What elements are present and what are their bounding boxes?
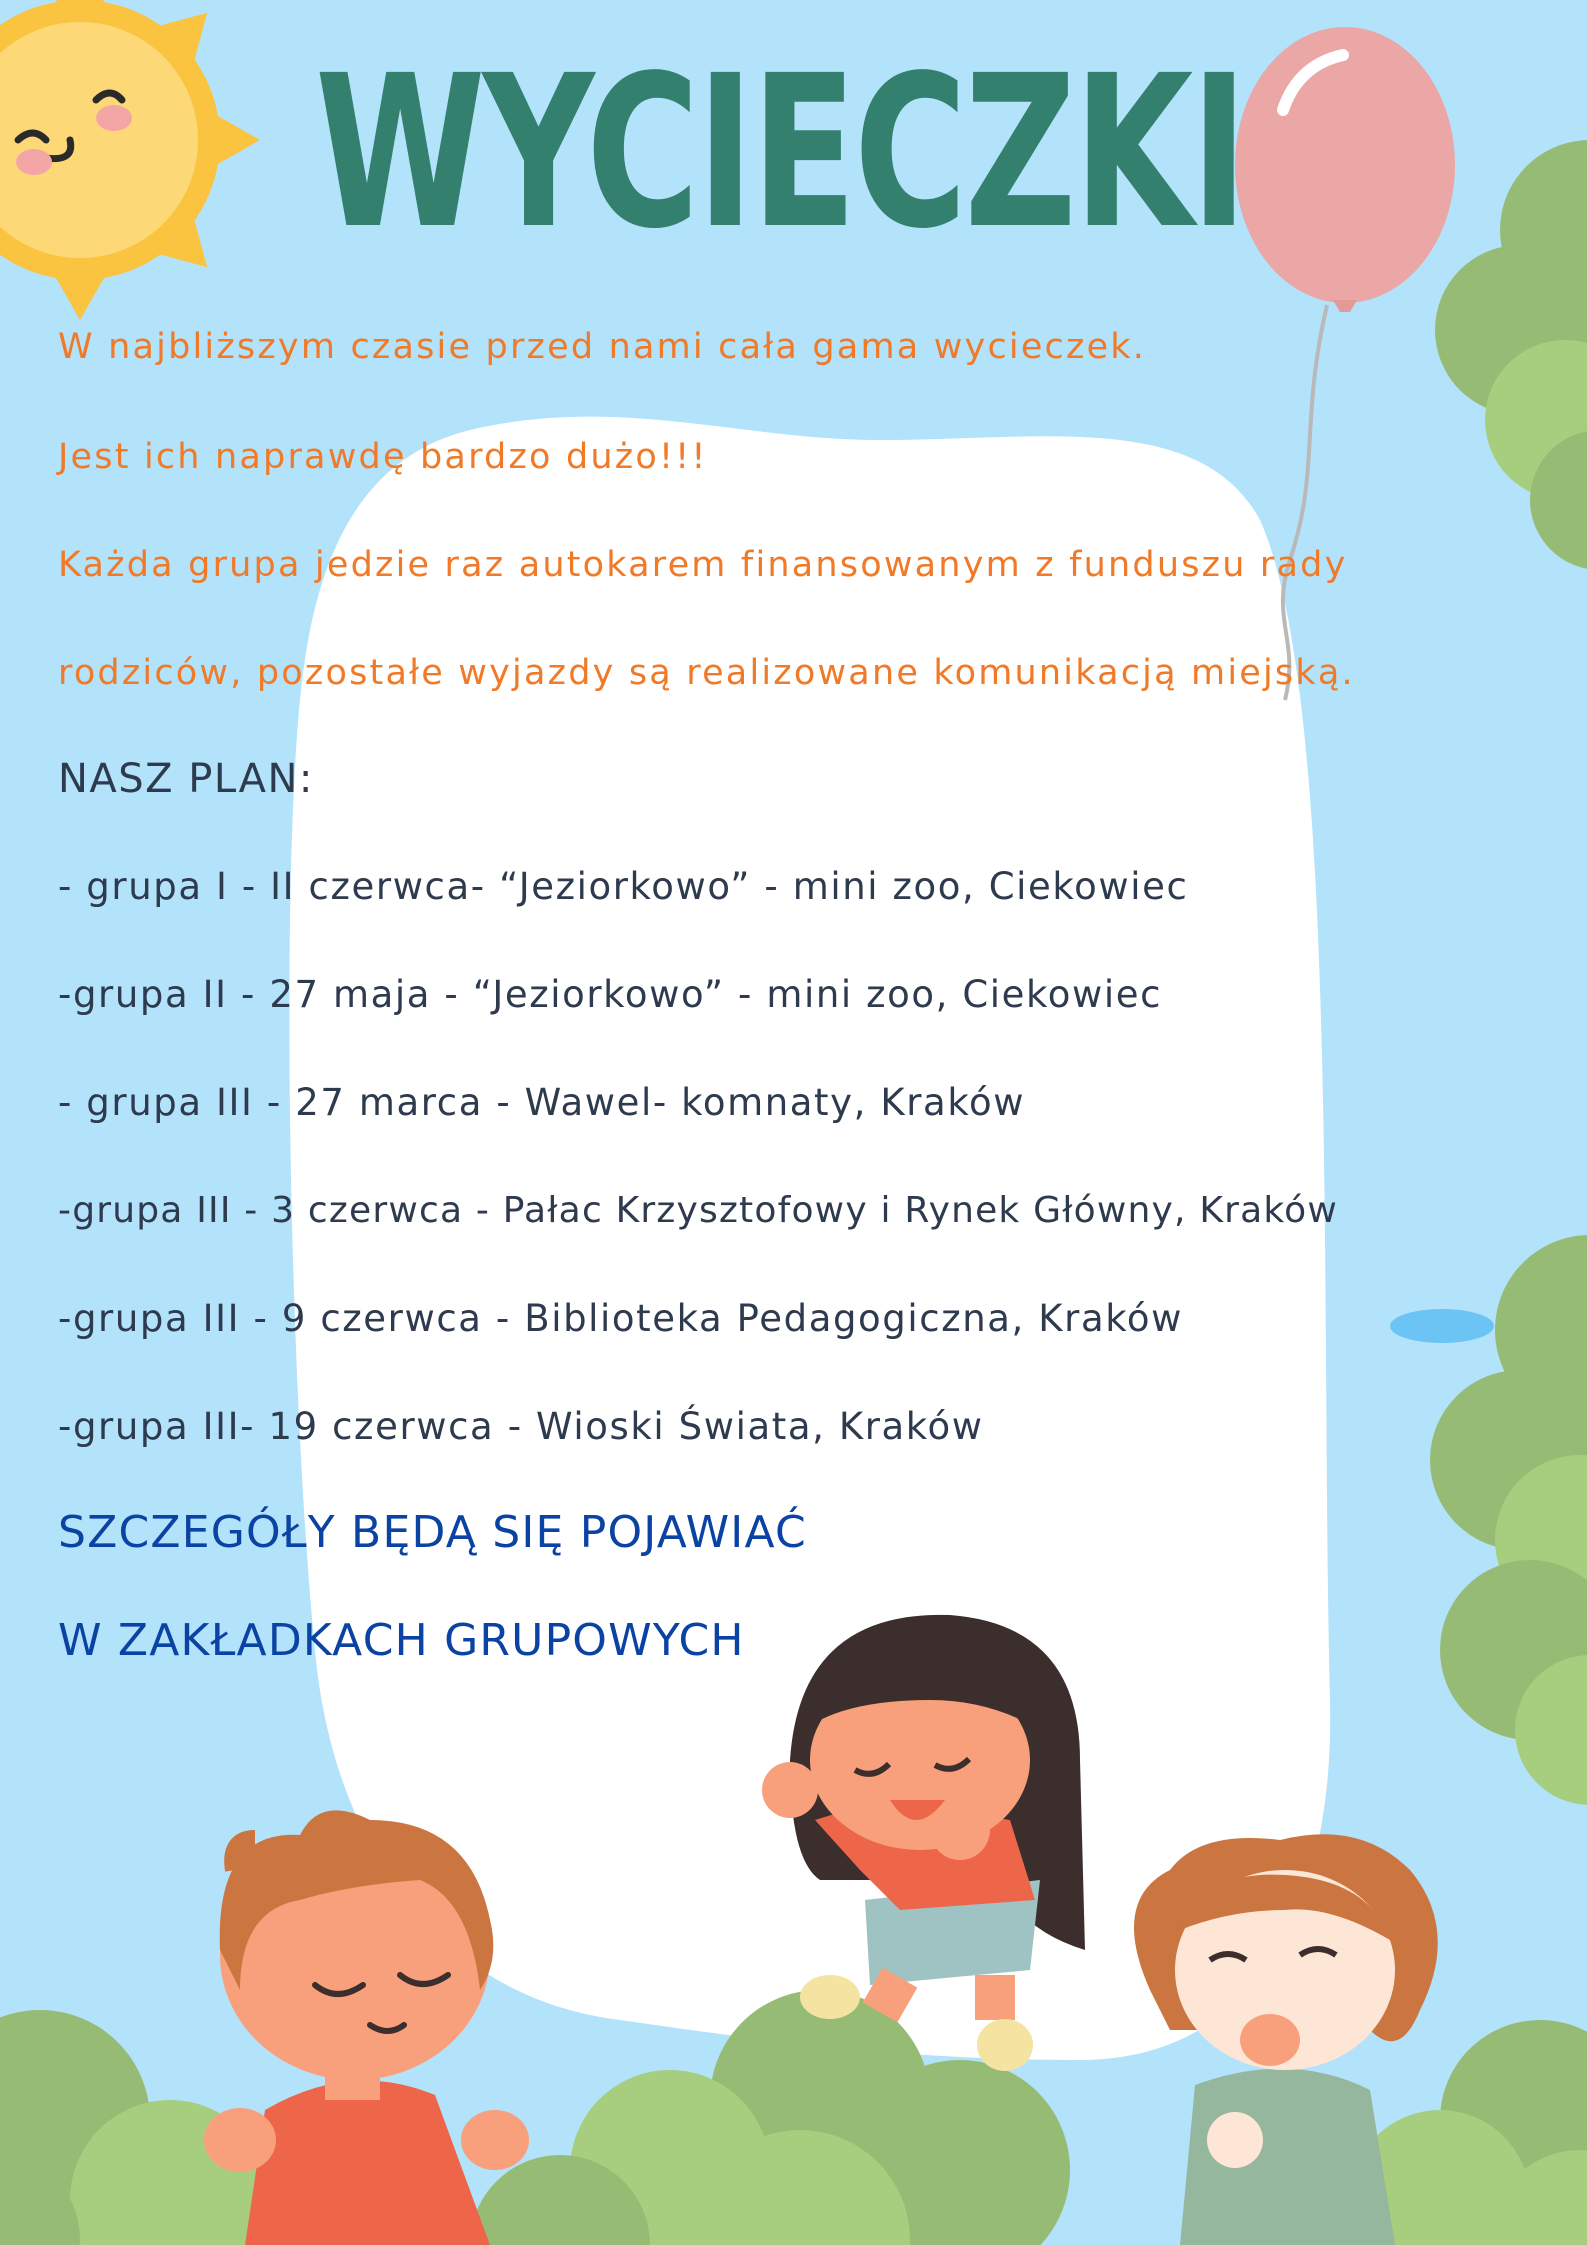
page-title-text: WYCIECZKI: [315, 30, 1245, 275]
intro-line: Każda grupa jedzie raz autokarem finansowanym z funduszu rady: [58, 545, 1348, 585]
plan-item: -grupa II - 27 maja - “Jeziorkowo” - mini zoo, Ciekowiec: [58, 973, 1163, 1016]
puddle-icon: [1390, 1309, 1494, 1343]
intro-line: W najbliższym czasie przed nami cała gama wycieczek.: [58, 327, 1147, 367]
intro-line: Jest ich naprawdę bardzo dużo!!!: [58, 437, 708, 477]
plan-item: - grupa III - 27 marca - Wawel- komnaty, Kraków: [58, 1081, 1026, 1124]
footer-line: SZCZEGÓŁY BĘDĄ SIĘ POJAWIAĆ: [58, 1507, 807, 1558]
plan-heading: NASZ PLAN:: [58, 756, 314, 802]
sun-icon: [0, 0, 260, 320]
bush-icon: [1435, 140, 1587, 570]
footer-line: W ZAKŁADKACH GRUPOWYCH: [58, 1615, 745, 1666]
intro-line: rodziców, pozostałe wyjazdy są realizowane komunikacją miejską.: [58, 653, 1355, 693]
plan-item: - grupa I - II czerwca- “Jeziorkowo” - mini zoo, Ciekowiec: [58, 865, 1189, 908]
page-title: [300, 30, 1260, 275]
plan-item: -grupa III- 19 czerwca - Wioski Świata, Kraków: [58, 1405, 984, 1448]
plan-item: -grupa III - 9 czerwca - Biblioteka Pedagogiczna, Kraków: [58, 1297, 1184, 1340]
plan-item: -grupa III - 3 czerwca - Pałac Krzysztofowy i Rynek Główny, Kraków: [58, 1190, 1339, 1231]
